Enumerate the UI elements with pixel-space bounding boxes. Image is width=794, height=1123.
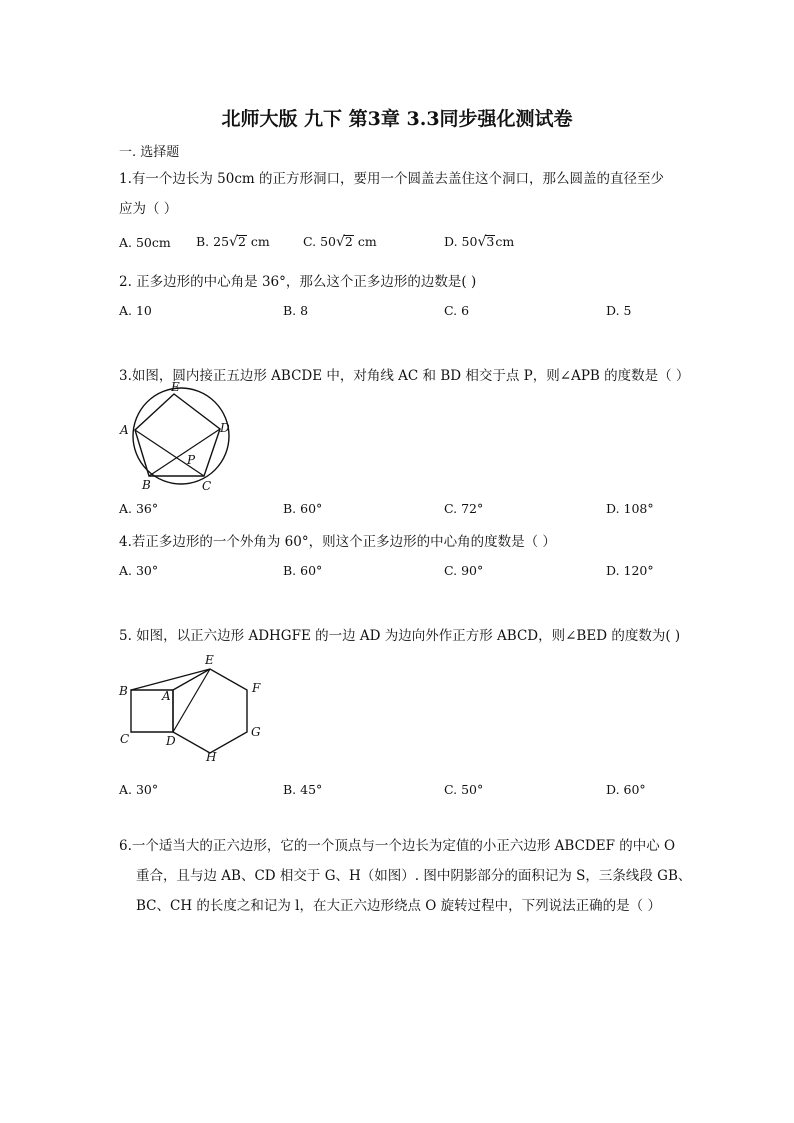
option-d-coef: D. 50 [444, 234, 478, 249]
pentagon-figure [116, 380, 236, 494]
question-6-text: 6.一个适当大的正六边形，它的一个顶点与一个边长为定值的小正六边形 ABCDEF 的中心 O [119, 838, 676, 854]
option-c-unit: cm [357, 234, 377, 249]
question-2-option-d: D. 5 [606, 303, 632, 318]
question-4-option-c: C. 90° [444, 563, 484, 578]
option-b-radicand: 2 [237, 234, 246, 249]
question-3-option-a: A. 36° [119, 501, 159, 516]
section-heading: 一. 选择题 [119, 145, 180, 160]
label-d: D [166, 734, 176, 748]
question-2-option-c: C. 6 [444, 303, 470, 318]
question-5-option-b: B. 45° [283, 782, 323, 797]
question-4-option-d: D. 120° [606, 563, 654, 578]
question-2-text: 2. 正多边形的中心角是 36°，那么这个正多边形的边数是( ) [119, 274, 477, 290]
option-c-radicand: 2 [344, 234, 353, 249]
question-3-text: 3.如图，圆内接正五边形 ABCDE 中，对角线 AC 和 BD 相交于点 P，则∠APB 的度数是（ ） [119, 368, 690, 384]
label-b: B [119, 684, 128, 698]
label-a: A [120, 423, 129, 437]
question-3-option-c: C. 72° [444, 501, 484, 516]
label-p: P [187, 453, 196, 467]
label-g: G [251, 725, 261, 739]
question-5-text: 5. 如图，以正六边形 ADHGFE 的一边 AD 为边向外作正方形 ABCD，则∠BED 的度数为( ) [119, 628, 681, 644]
question-5-option-c: C. 50° [444, 782, 484, 797]
question-1-text: 1.有一个边长为 50cm 的正方形洞口，要用一个圆盖去盖住这个洞口，那么圆盖的直径至少 [119, 171, 665, 187]
hexagon-square-figure [116, 652, 276, 768]
label-f: F [252, 681, 261, 695]
question-1-option-b [196, 234, 270, 250]
question-3-option-d: D. 108° [606, 501, 654, 516]
question-6-text-cont: 重合，且与边 AB、CD 相交于 G、H（如图）. 图中阴影部分的面积记为 S，三条线段 GB、 [136, 868, 692, 884]
question-1-option-c [303, 234, 377, 250]
question-2-option-a: A. 10 [119, 303, 152, 318]
option-c-coef: C. 50 [303, 234, 336, 249]
question-6-text-cont2: BC、CH 的长度之和记为 l，在大正六边形绕点 O 旋转过程中，下列说法正确的是（ ） [136, 898, 661, 914]
question-1-text-cont: 应为（ ） [119, 201, 178, 217]
sqrt-icon: √ [335, 234, 345, 250]
label-c: C [202, 479, 212, 493]
question-5-option-a: A. 30° [119, 782, 159, 797]
option-b-coef: B. 25 [196, 234, 230, 249]
option-b-unit: cm [250, 234, 270, 249]
question-4-text: 4.若正多边形的一个外角为 60°，则这个正多边形的中心角的度数是（ ） [119, 534, 556, 550]
option-d-unit: cm [495, 234, 515, 249]
question-1-option-a: A. 50cm [119, 235, 171, 250]
label-c: C [120, 732, 130, 746]
label-e: E [171, 380, 180, 394]
label-b: B [142, 478, 151, 492]
question-1-option-d [444, 234, 514, 250]
label-a: A [162, 689, 171, 703]
question-5-option-d: D. 60° [606, 782, 646, 797]
label-d: D [220, 421, 230, 435]
option-d-radicand: 3 [486, 234, 495, 249]
question-3-option-b: B. 60° [283, 501, 323, 516]
label-e: E [205, 653, 214, 667]
sqrt-icon: √ [229, 234, 238, 250]
sqrt-icon: √ [477, 234, 487, 250]
question-2-option-b: B. 8 [283, 303, 309, 318]
label-h: H [206, 750, 217, 764]
question-4-option-b: B. 60° [283, 563, 323, 578]
page-title: 北师大版 九下 第3章 3.3同步强化测试卷 [221, 108, 573, 130]
question-4-option-a: A. 30° [119, 563, 159, 578]
